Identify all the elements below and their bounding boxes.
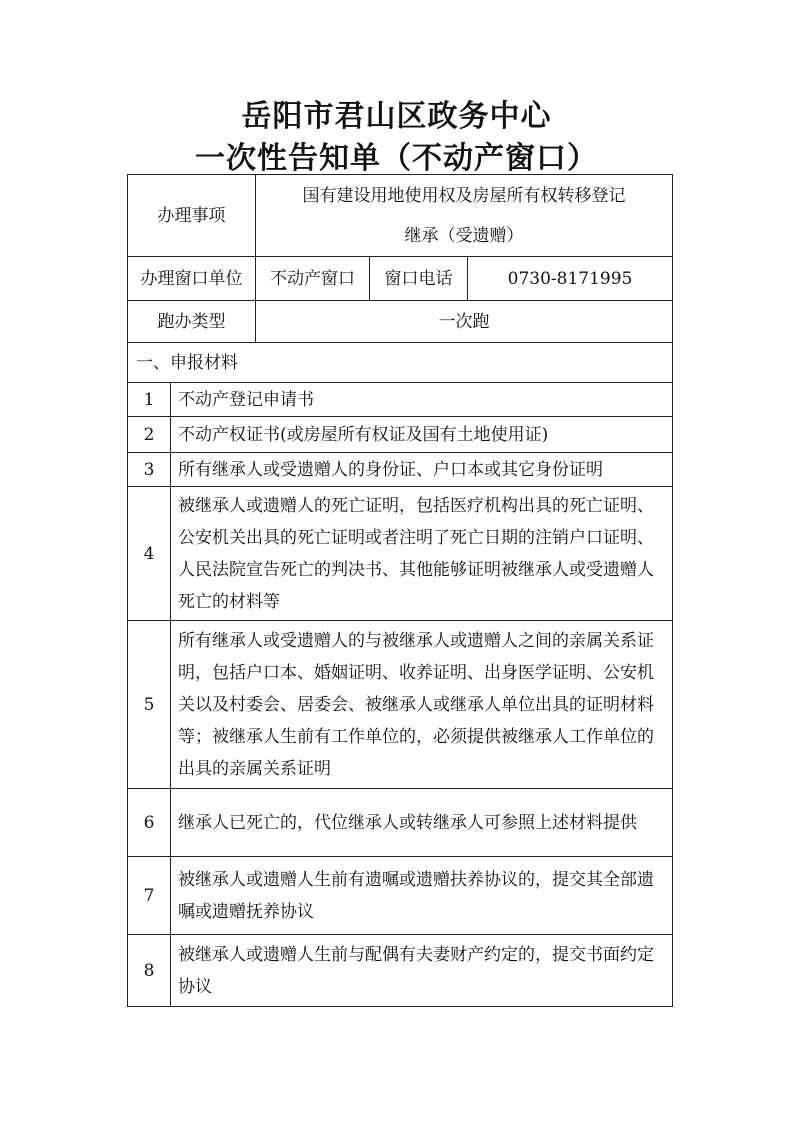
- table-row: [128, 487, 673, 621]
- item-text: 所有继承人或受遗赠人的与被继承人或遗赠人之间的亲属关系证明，包括户口本、婚姻证明、收养证明、出身医学证明、公安机关以及村委会、居委会、被继承人或继承人单位出具的证明材料等；被继承人生前有工作单位的，必须提供被继承人工作单位的出具的亲属关系证明: [171, 621, 673, 789]
- table-row: [128, 857, 673, 935]
- materials-section-title: 一、申报材料: [128, 343, 673, 383]
- item-text: 被继承人或遗赠人生前与配偶有夫妻财产约定的，提交书面约定协议: [171, 935, 673, 1007]
- item-number: 3: [128, 453, 171, 487]
- table-row: [128, 383, 673, 417]
- table-row: [128, 935, 673, 1007]
- table-row: [128, 621, 673, 789]
- run-type-label: 跑办类型: [128, 301, 256, 343]
- item-number: 2: [128, 417, 171, 453]
- page-title-line2: 一次性告知单（不动产窗口）: [195, 141, 598, 176]
- item-text: 被继承人或遗赠人的死亡证明，包括医疗机构出具的死亡证明、公安机关出具的死亡证明或者注明了死亡日期的注销户口证明、人民法院宣告死亡的判决书、其他能够证明被继承人或受遗赠人死亡的材料等: [171, 487, 673, 621]
- matter-value-line2: 继承（受遗赠）: [404, 225, 524, 246]
- item-number: 7: [128, 857, 171, 935]
- phone-label: 窗口电话: [370, 257, 468, 301]
- item-text: 不动产登记申请书: [171, 383, 673, 417]
- item-number: 1: [128, 383, 171, 417]
- window-unit-label: 办理窗口单位: [128, 257, 256, 301]
- item-number: 6: [128, 789, 171, 857]
- item-number: 8: [128, 935, 171, 1007]
- matter-label: 办理事项: [128, 175, 256, 257]
- window-unit-value: 不动产窗口: [256, 257, 370, 301]
- matter-value: [256, 175, 673, 257]
- table-row: [128, 417, 673, 453]
- item-text: 继承人已死亡的，代位继承人或转继承人可参照上述材料提供: [171, 789, 673, 857]
- notice-table: [127, 174, 673, 1007]
- item-text: 所有继承人或受遗赠人的身份证、户口本或其它身份证明: [171, 453, 673, 487]
- matter-value-line1: 国有建设用地使用权及房屋所有权转移登记: [302, 185, 626, 206]
- item-text: 不动产权证书(或房屋所有权证及国有土地使用证): [171, 417, 673, 453]
- table-row: [128, 453, 673, 487]
- item-text: 被继承人或遗赠人生前有遗嘱或遗赠扶养协议的，提交其全部遗嘱或遗赠抚养协议: [171, 857, 673, 935]
- item-number: 4: [128, 487, 171, 621]
- phone-value: 0730-8171995: [468, 257, 673, 301]
- item-number: 5: [128, 621, 171, 789]
- table-row: [128, 789, 673, 857]
- run-type-value: 一次跑: [256, 301, 673, 343]
- page-title-line1: 岳阳市君山区政务中心: [241, 99, 552, 134]
